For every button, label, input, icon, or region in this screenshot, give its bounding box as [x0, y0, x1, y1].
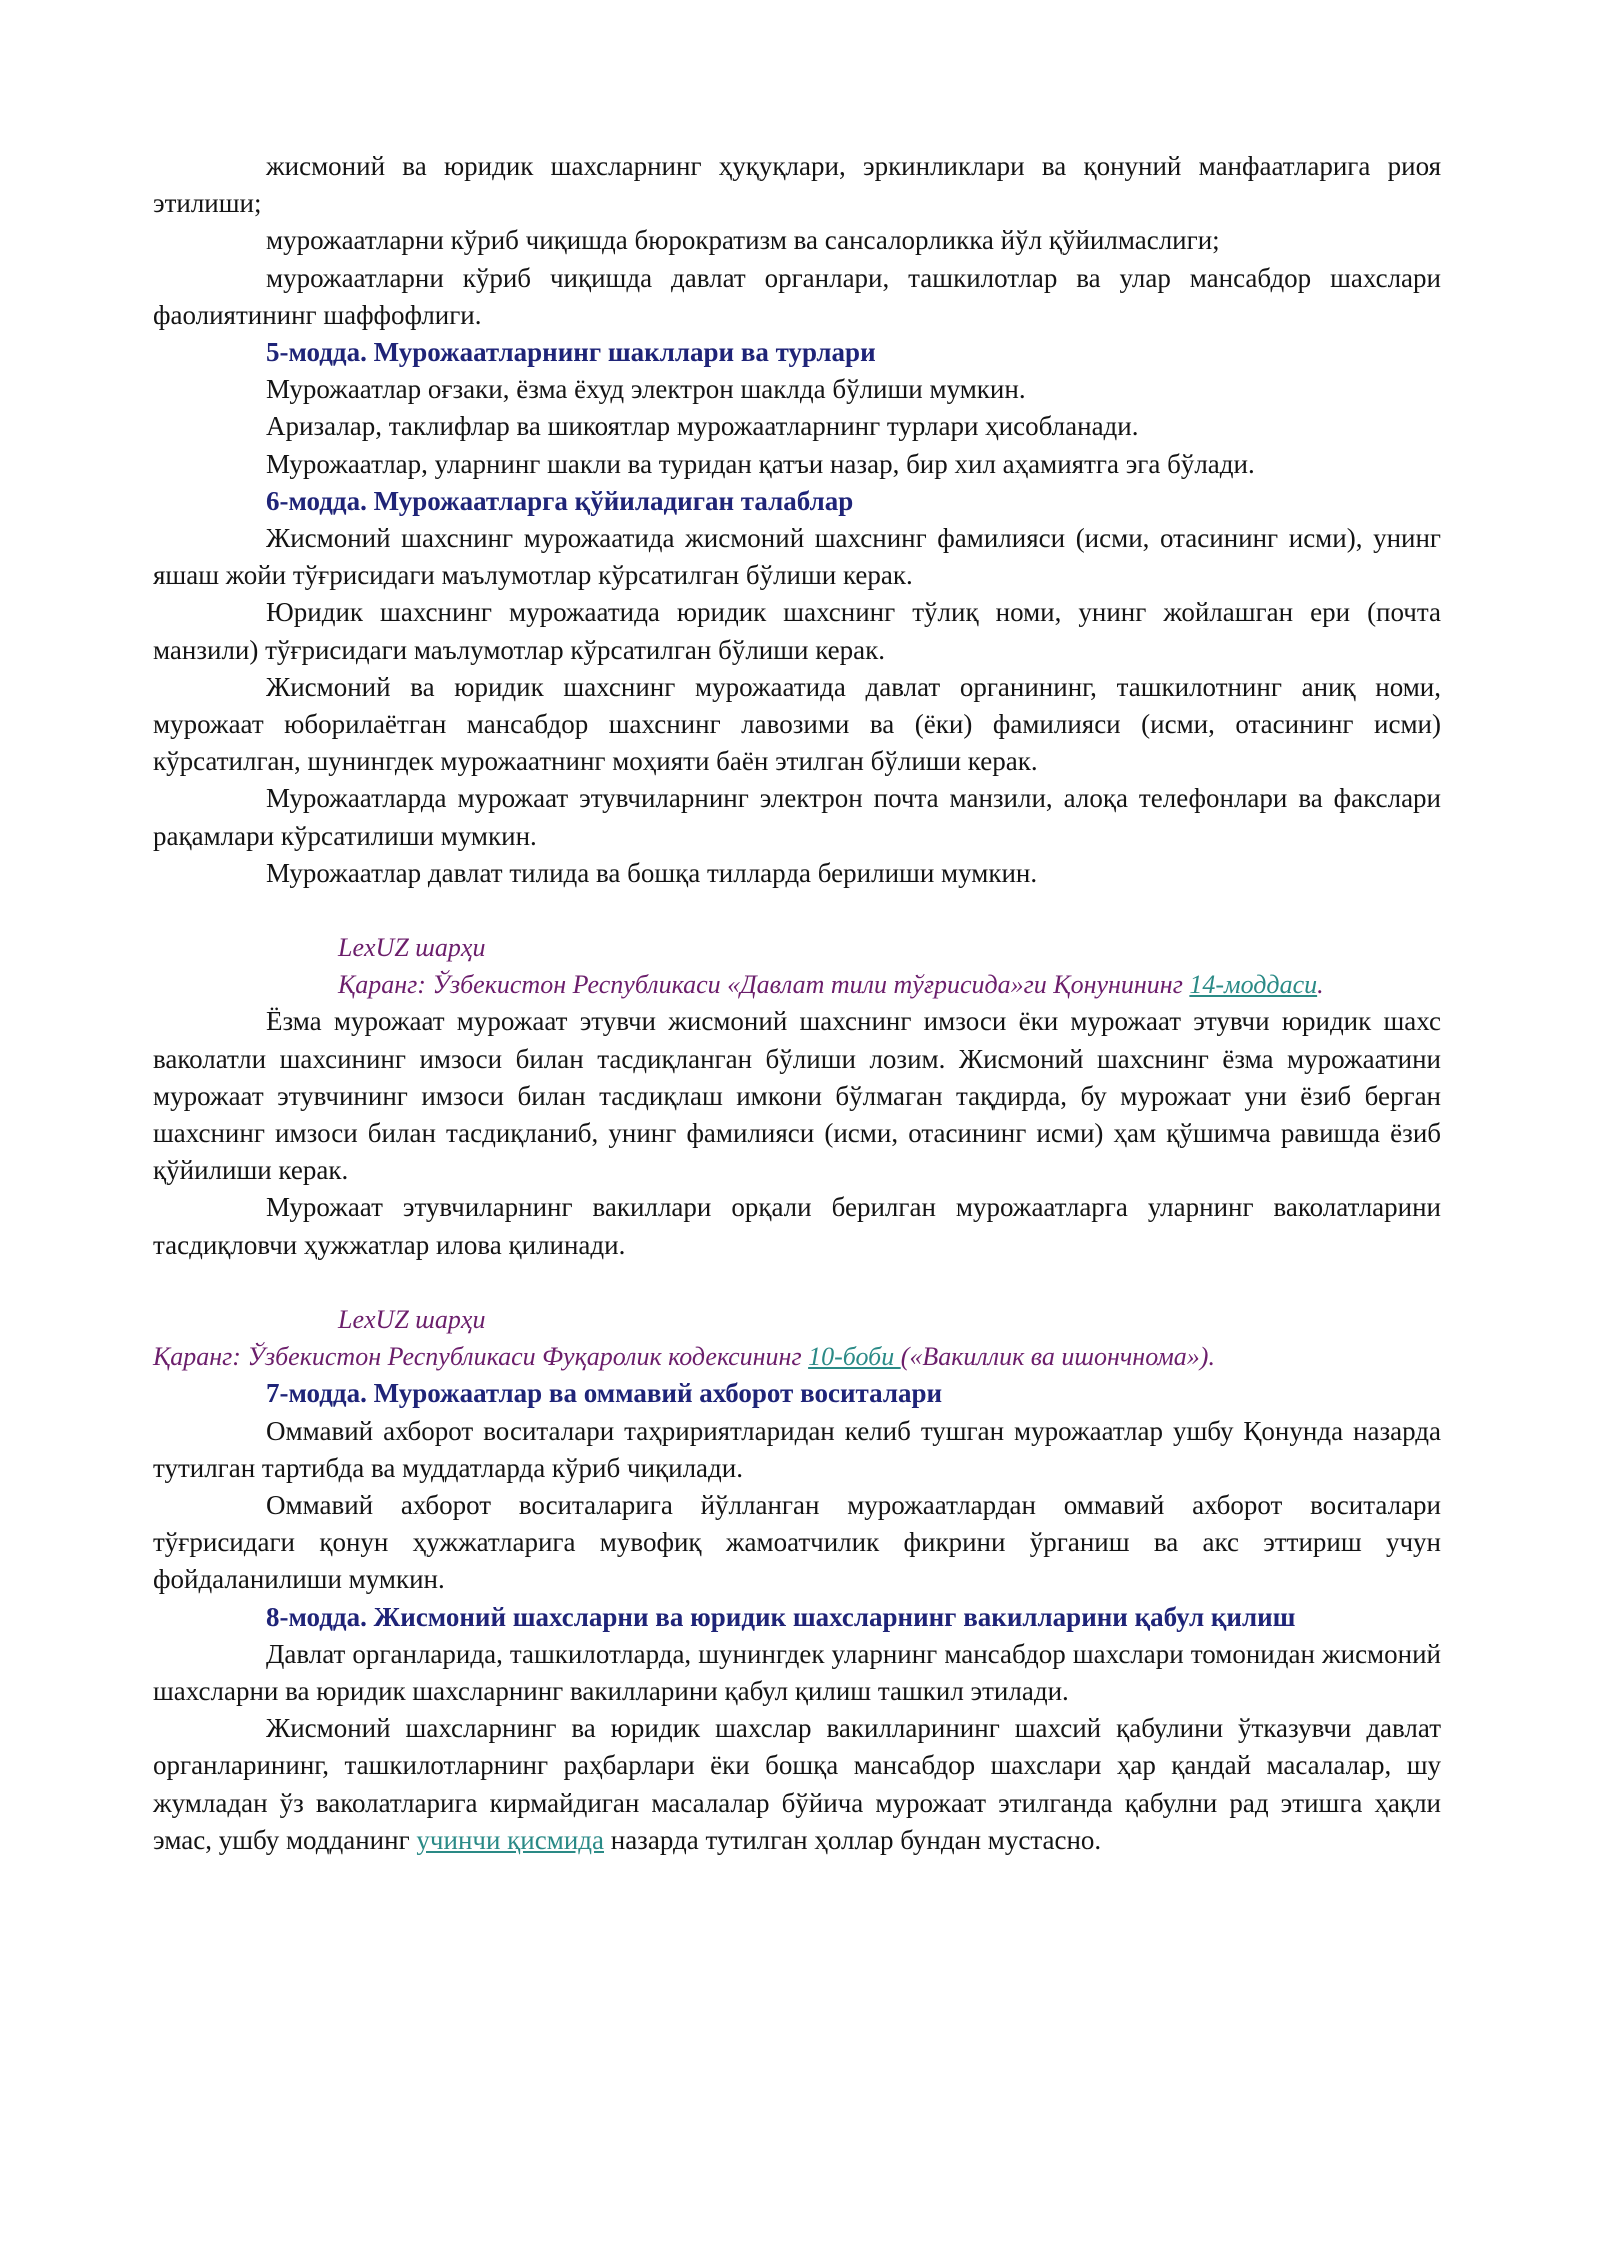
paragraph: Аризалар, таклифлар ва шикоятлар мурожаатларнинг турлари ҳисобланади.: [266, 411, 1139, 442]
article-6-heading: 6-модда. Мурожаатларга қўйиладиган талаблар: [266, 485, 854, 516]
paragraph-text: назарда тутилган ҳоллар бундан мустасно.: [604, 1824, 1102, 1855]
paragraph: Жисмоний шахснинг мурожаатида жисмоний шахснинг фамилияси (исми, отасининг исми), унинг яшаш жойи тўғрисидаги маълумотлар кўрсатилган бўлиши керак.: [153, 523, 1441, 591]
comment-text: .: [1317, 970, 1324, 1000]
comment-text: («Вакиллик ва ишончнома»).: [900, 1342, 1215, 1372]
spacer: [153, 892, 1441, 929]
paragraph: Мурожаатлар, уларнинг шакли ва туридан қатъи назар, бир хил аҳамиятга эга бўлади.: [266, 448, 1255, 479]
paragraph: Оммавий ахборот воситаларига йўлланган мурожаатлардан оммавий ахборот воситалари тўғрисидаги қонун ҳужжатларига мувофиқ жамоатчилик фикрини ўрганиш ва акс эттириш учун фойдаланилиши мумкин.: [153, 1489, 1441, 1595]
paragraph: Жисмоний ва юридик шахснинг мурожаатида давлат органининг, ташкилотнинг аниқ номи, мурожаат юборилаётган мансабдор шахснинг лавозими ва (ёки) фамилияси (исми, отасининг исми) кўрсатилган, шунингдек мурожаатнинг моҳияти баён этилган бўлиши керак.: [153, 671, 1441, 777]
paragraph: мурожаатларни кўриб чиқишда давлат органлари, ташкилотлар ва улар мансабдор шахслари фаолиятининг шаффофлиги.: [153, 262, 1441, 330]
paragraph: Ёзма мурожаат мурожаат этувчи жисмоний шахснинг имзоси ёки мурожаат этувчи юридик шахс ваколатли шахсининг имзоси билан тасдиқланган бўлиши лозим. Жисмоний шахснинг ёзма мурожаатини мурожаат этувчининг имзоси билан тасдиқлаш имкони бўлмаган тақдирда, бу мурожаат уни ёзиб берган шахснинг имзоси билан тасдиқланиб, унинг фамилияси (исми, отасининг исми) ҳам қўшимча равишда ёзиб қўйилиши керак.: [153, 1006, 1441, 1186]
article-5-heading: 5-модда. Мурожаатларнинг шакллари ва турлари: [266, 337, 876, 368]
article-8-heading: 8-модда. Жисмоний шахсларни ва юридик шахсларнинг вакилларини қабул қилиш: [266, 1601, 1296, 1632]
lexuz-comment-title: LexUZ шарҳи: [338, 933, 486, 963]
lexuz-comment-title: LexUZ шарҳи: [338, 1304, 486, 1334]
document-page: [153, 148, 1441, 1859]
paragraph: Юридик шахснинг мурожаатида юридик шахснинг тўлиқ номи, унинг жойлашган ери (почта манзили) тўғрисидаги маълумотлар кўрсатилган бўлиши керак.: [153, 597, 1441, 665]
paragraph: Мурожаатлар оғзаки, ёзма ёхуд электрон шаклда бўлиши мумкин.: [266, 374, 1026, 405]
comment-text: Қаранг: Ўзбекистон Республикаси «Давлат тили тўғрисида»ги Қонунининг: [338, 970, 1190, 1000]
paragraph: Мурожаатларда мурожаат этувчиларнинг электрон почта манзили, алоқа телефонлари ва факслари рақамлари кўрсатилиши мумкин.: [153, 783, 1441, 851]
chapter-10-link[interactable]: 10-боби: [808, 1342, 901, 1372]
paragraph-text: Жисмоний шахсларнинг ва юридик шахслар вакилларининг шахсий қабулини ўтказувчи давлат органларининг, ташкилотларнинг раҳбарлари ёки бошқа мансабдор шахслари ҳар қандай масалалар, шу жумладан ўз ваколатларига кирмайдиган масалалар бўйича мурожаат этилганда қабулни рад этишга ҳақли эмас, ушбу модданинг: [153, 1713, 1441, 1855]
paragraph: Давлат органларида, ташкилотларда, шунингдек уларнинг мансабдор шахслари томонидан жисмоний шахсларни ва юридик шахсларнинг вакилларини қабул қилиш ташкил этилади.: [153, 1638, 1441, 1706]
lexuz-comment: [153, 1338, 1441, 1375]
lexuz-comment: [153, 966, 1441, 1003]
paragraph: жисмоний ва юридик шахсларнинг ҳуқуқлари, эркинликлари ва қонуний манфаатларига риоя этилиши;: [153, 151, 1441, 219]
part-three-link[interactable]: учинчи қисмида: [416, 1824, 604, 1855]
paragraph: [153, 1710, 1441, 1859]
paragraph: мурожаатларни кўриб чиқишда бюрократизм ва сансалорликка йўл қўйилмаслиги;: [266, 225, 1220, 256]
article-14-link[interactable]: 14-моддаси: [1189, 970, 1318, 1000]
paragraph: Оммавий ахборот воситалари таҳририятларидан келиб тушган мурожаатлар ушбу Қонунда назарда тутилган тартибда ва муддатларда кўриб чиқилади.: [153, 1415, 1441, 1483]
spacer: [153, 1264, 1441, 1301]
paragraph: Мурожаатлар давлат тилида ва бошқа тилларда берилиши мумкин.: [266, 857, 1038, 888]
comment-text: Қаранг: Ўзбекистон Республикаси Фуқаролик кодексининг: [153, 1342, 809, 1372]
paragraph: Мурожаат этувчиларнинг вакиллари орқали берилган мурожаатларга уларнинг ваколатларини тасдиқловчи ҳужжатлар илова қилинади.: [153, 1192, 1441, 1260]
article-7-heading: 7-модда. Мурожаатлар ва оммавий ахборот воситалари: [266, 1378, 943, 1409]
